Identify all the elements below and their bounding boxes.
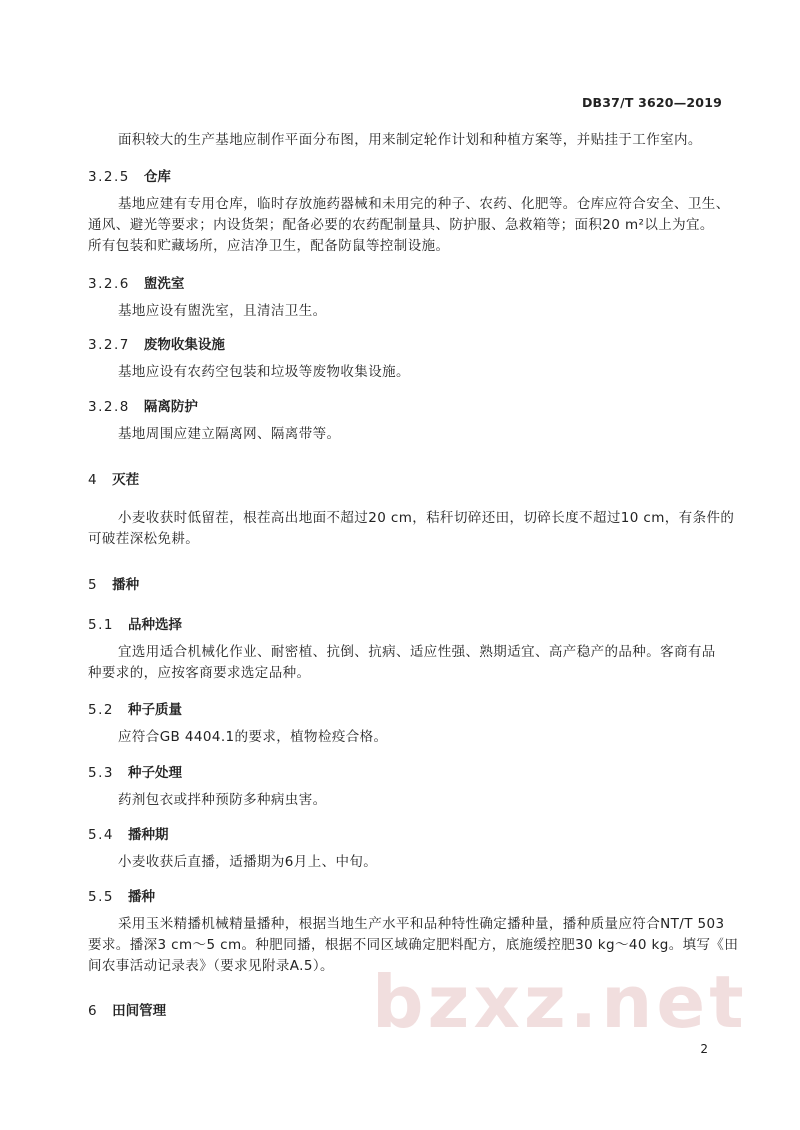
text-line: 所有包装和贮藏场所，应洁净卫生，配备防鼠等控制设施。 <box>88 238 450 254</box>
paragraph-sowing-period <box>88 852 718 873</box>
section-heading-5-5 <box>88 885 155 905</box>
section-title: 种子质量 <box>127 702 182 718</box>
section-title: 盥洗室 <box>143 276 185 292</box>
section-title: 播种期 <box>127 827 169 843</box>
text-line: 面积较大的生产基地应制作平面分布图，用来制定轮作计划和种植方案等，并贴挂于工作室内。 <box>118 132 702 148</box>
section-number: 5.4 <box>88 827 114 843</box>
text-line: 要求。播深3 cm～5 cm。种肥同播，根据不同区域确定肥料配方，底施缓控肥30 kg～40 kg。填写《田 <box>88 937 739 953</box>
section-number: 5 <box>88 577 99 593</box>
section-title: 隔离防护 <box>143 399 198 415</box>
section-heading-5-1 <box>88 613 182 633</box>
section-number: 3.2.5 <box>88 169 130 185</box>
section-title: 播种 <box>112 577 140 593</box>
section-title: 播种 <box>127 889 155 905</box>
section-heading-6 <box>88 999 166 1019</box>
section-number: 5.3 <box>88 765 114 781</box>
text-line: 基地应建有专用仓库，临时存放施药器械和未用完的种子、农药、化肥等。仓库应符合安全、卫生、 <box>118 196 730 212</box>
paragraph-waste-collection <box>88 362 718 383</box>
section-number: 4 <box>88 472 99 488</box>
section-title: 灭茬 <box>112 472 140 488</box>
section-number: 3.2.6 <box>88 276 130 292</box>
paragraph-layout-plan <box>88 130 718 151</box>
paragraph-washroom <box>88 301 718 322</box>
text-line: 小麦收获后直播，适播期为6月上、中旬。 <box>118 854 378 870</box>
section-title: 种子处理 <box>127 765 182 781</box>
section-number: 5.1 <box>88 617 114 633</box>
paragraph-seed-treatment <box>88 790 718 811</box>
page-number: 2 <box>700 1042 708 1056</box>
paragraph-seed-quality <box>88 727 718 748</box>
section-number: 5.2 <box>88 702 114 718</box>
text-line: 可破茬深松免耕。 <box>88 531 200 547</box>
section-heading-5-3 <box>88 761 182 781</box>
text-line: 基地应设有农药空包装和垃圾等废物收集设施。 <box>118 364 410 380</box>
section-number: 3.2.8 <box>88 399 130 415</box>
section-heading-3-2-6 <box>88 272 184 292</box>
section-title: 品种选择 <box>127 617 182 633</box>
paragraph-warehouse <box>88 194 730 257</box>
section-heading-5-4 <box>88 823 168 843</box>
text-line: 宜选用适合机械化作业、耐密植、抗倒、抗病、适应性强、熟期适宜、高产稳产的品种。客商有品 <box>118 644 716 660</box>
section-title: 田间管理 <box>112 1003 167 1019</box>
section-title: 废物收集设施 <box>143 337 225 353</box>
section-heading-3-2-7 <box>88 333 225 353</box>
paragraph-isolation <box>88 424 718 445</box>
document-code: DB37/T 3620—2019 <box>581 95 722 110</box>
section-number: 5.5 <box>88 889 114 905</box>
text-line: 种要求的，应按客商要求选定品种。 <box>88 665 311 681</box>
section-heading-5 <box>88 573 139 593</box>
text-line: 药剂包衣或拌种预防多种病虫害。 <box>118 792 327 808</box>
section-number: 3.2.7 <box>88 337 130 353</box>
text-line: 基地周围应建立隔离网、隔离带等。 <box>118 426 341 442</box>
section-heading-3-2-5 <box>88 165 171 185</box>
paragraph-stubble <box>88 508 735 550</box>
section-number: 6 <box>88 1003 99 1019</box>
text-line: 基地应设有盥洗室，且清洁卫生。 <box>118 303 327 319</box>
section-heading-3-2-8 <box>88 395 198 415</box>
section-heading-5-2 <box>88 698 182 718</box>
text-line: 间农事活动记录表》（要求见附录A.5）。 <box>88 958 334 974</box>
section-title: 仓库 <box>143 169 171 185</box>
text-line: 应符合GB 4404.1的要求，植物检疫合格。 <box>118 729 388 745</box>
paragraph-variety-selection <box>88 642 718 684</box>
watermark: bzxz.net <box>372 960 748 1044</box>
text-line: 小麦收获时低留茬，根茬高出地面不超过20 cm，秸秆切碎还田，切碎长度不超过10 cm，有条件的 <box>118 510 735 526</box>
section-heading-4 <box>88 468 139 488</box>
text-line: 通风、避光等要求；内设货架；配备必要的农药配制量具、防护服、急救箱等；面积20 m²以上为宜。 <box>88 217 714 233</box>
text-line: 采用玉米精播机械精量播种，根据当地生产水平和品种特性确定播种量，播种质量应符合NT/T 503 <box>118 916 725 932</box>
